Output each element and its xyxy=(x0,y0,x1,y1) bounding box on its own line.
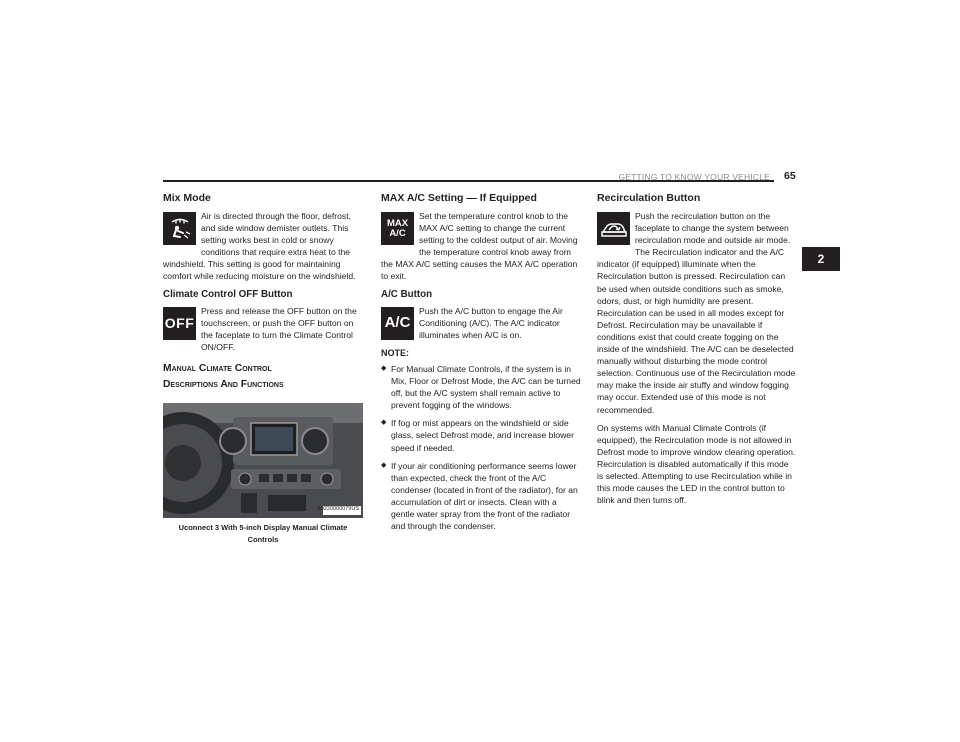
max-ac-icon-line1: MAX xyxy=(386,217,409,229)
photo-caption: Uconnect 3 With 5-inch Display Manual Climate Controls xyxy=(178,522,348,545)
section-heading-line2: Descriptions And Functions xyxy=(163,378,284,390)
recirculation-icon xyxy=(597,212,630,245)
recirculation-text: Push the recirculation button on the faceplate to change the system between recirculation mode and outside air mode. The Recirculation indicator and the A/C indicator (if equipped) illuminate when the Recirculation button is pressed. Recirculation can be used when outside conditions such as smoke, odors, dust, or high humidity are present. Recirculation can be used in all modes except for Defrost. Recirculation may be unavailable if conditions exist that could create fogging on the inside of the windshield. The A/C can be deselected manually without disturbing the mode control selection. Continuous use of the Recirculation mode may make the inside air stuffy and window fogging may occur. Extended use of this mode is not recommended. xyxy=(597,211,796,415)
image-code: A0220000079US xyxy=(317,505,359,512)
max-ac-icon-line2: A/C xyxy=(389,227,406,239)
max-ac-block xyxy=(381,210,582,283)
ac-button-icon: A/C xyxy=(381,307,414,340)
off-button-heading: Climate Control OFF Button xyxy=(163,288,293,300)
recirculation-block xyxy=(597,210,797,416)
off-button-text: Press and release the OFF button on the touchscreen, or push the OFF button on the faceplate to turn the Climate Control ON/OFF. xyxy=(201,305,357,352)
mix-mode-block xyxy=(163,210,363,283)
max-ac-heading: MAX A/C Setting — If Equipped xyxy=(381,192,537,204)
page-number: 65 xyxy=(784,170,796,182)
off-button-icon: OFF xyxy=(163,307,196,340)
recirculation-text-2: On systems with Manual Climate Controls (if equipped), the Recirculation mode is not allowed in Defrost mode to improve window clearing operation. Recirculation is disabled automatically if this mode is selected. Attempting to use Recirculation while in this mode causes the LED in the control button to blink and then turns off. xyxy=(597,422,796,506)
mix-mode-text: Air is directed through the floor, defrost, and side window demister outlets. This setting works best in cold or snowy conditions that require extra heat to the windshield. This setting is good for maintaining comfort while reducing moisture on the windshield. xyxy=(163,211,356,282)
recirculation-heading: Recirculation Button xyxy=(597,192,701,204)
climate-controls-photo xyxy=(163,403,363,518)
note-label: NOTE: xyxy=(381,347,409,358)
mix-mode-icon xyxy=(163,212,196,245)
note-item: ◆ For Manual Climate Controls, if the system is in Mix, Floor or Defrost Mode, the A/C can be turned off, but the A/C system shall remain active to prevent fogging of the windows. xyxy=(381,363,582,411)
max-ac-icon xyxy=(381,212,414,245)
ac-button-heading: A/C Button xyxy=(381,288,433,300)
ac-button-text: Push the A/C button to engage the Air Conditioning (A/C). The A/C indicator illuminates when A/C is on. xyxy=(419,305,563,340)
running-header: GETTING TO KNOW YOUR VEHICLE xyxy=(618,172,770,182)
mix-mode-heading: Mix Mode xyxy=(163,192,211,204)
column-right xyxy=(597,192,797,512)
note-item: ◆ If your air conditioning performance seems lower than expected, check the front of the A/C condenser (located in front of the radiator), for an accumulation of dirt or insects. Clean with a gentle water spray from the front of the radiator and through the condenser. xyxy=(381,460,582,533)
ac-button-block xyxy=(381,305,582,341)
max-ac-text: Set the temperature control knob to the MAX A/C setting to change the current setting to the coldest output of air. Moving the temperature control knob away from the MAX A/C setting causes the MAX A/C operation to exit. xyxy=(381,211,578,282)
section-heading-line1: Manual Climate Control xyxy=(163,362,272,374)
chapter-tab: 2 xyxy=(802,247,840,271)
column-middle xyxy=(381,192,582,538)
section-heading xyxy=(163,361,363,393)
note-item: ◆ If fog or mist appears on the windshield or side glass, select Defrost mode, and increase blower speed if needed. xyxy=(381,417,582,453)
column-left xyxy=(163,192,363,546)
note-list xyxy=(381,363,582,532)
off-button-block xyxy=(163,305,363,353)
